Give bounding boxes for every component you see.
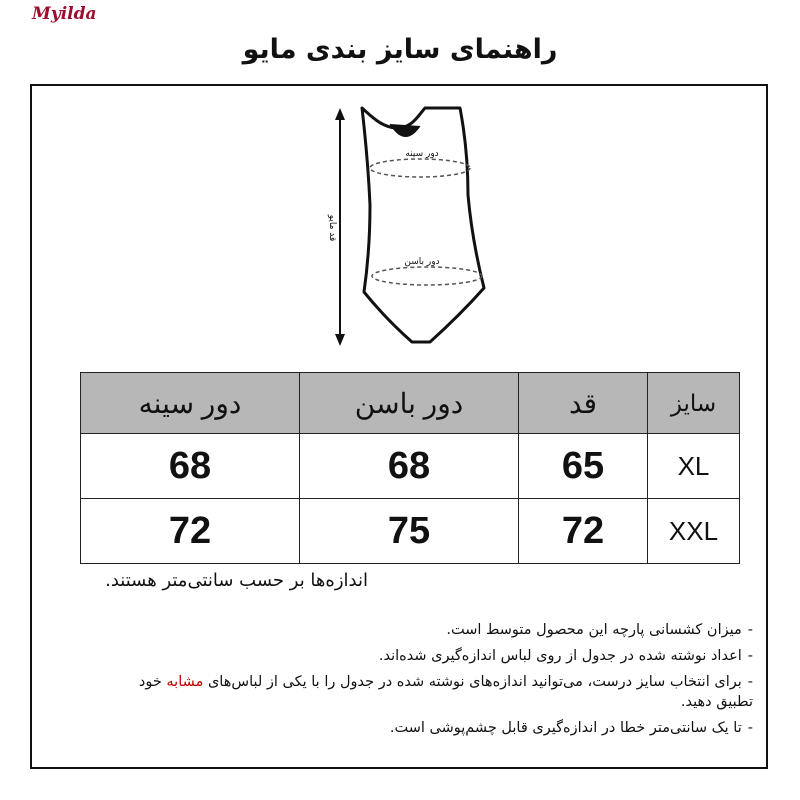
header-size: سایز bbox=[648, 373, 740, 434]
header-length: قد bbox=[519, 373, 648, 434]
swimsuit-outline-icon bbox=[362, 108, 484, 342]
table-row bbox=[81, 499, 740, 564]
cell-size: XL bbox=[648, 434, 740, 499]
cell-hip: 68 bbox=[300, 434, 519, 499]
bullet: - bbox=[747, 622, 753, 638]
cell-chest: 72 bbox=[81, 499, 300, 564]
size-table bbox=[80, 372, 740, 564]
page-title: راهنمای سایز بندی مایو bbox=[242, 34, 558, 65]
note-text: اعداد نوشته شده در جدول از روی لباس اندازه‌گیری شده‌اند. bbox=[378, 648, 742, 664]
list-item bbox=[130, 718, 753, 738]
table-row bbox=[81, 434, 740, 499]
list-item bbox=[130, 672, 753, 712]
cell-length: 65 bbox=[519, 434, 648, 499]
note-highlight: مشابه bbox=[166, 674, 204, 690]
arrow-down-icon bbox=[335, 334, 345, 346]
cell-length: 72 bbox=[519, 499, 648, 564]
list-item bbox=[130, 646, 753, 666]
swimsuit-diagram bbox=[300, 100, 510, 350]
bullet: - bbox=[747, 720, 753, 736]
units-note: اندازه‌ها بر حسب سانتی‌متر هستند. bbox=[105, 570, 368, 591]
note-text: خود تطبیق دهید. bbox=[138, 674, 753, 710]
cell-size: XXL bbox=[648, 499, 740, 564]
chest-label: دور سینه bbox=[405, 149, 439, 159]
list-item bbox=[130, 620, 753, 640]
header-hip: دور باسن bbox=[300, 373, 519, 434]
hip-label: دور باسن bbox=[404, 257, 440, 267]
length-label: قد مایو bbox=[327, 214, 337, 242]
note-text: میزان کشسانی پارچه این محصول متوسط است. bbox=[446, 622, 742, 638]
cell-hip: 75 bbox=[300, 499, 519, 564]
header-chest: دور سینه bbox=[81, 373, 300, 434]
table-header-row bbox=[81, 373, 740, 434]
bullet: - bbox=[747, 674, 753, 690]
arrow-up-icon bbox=[335, 108, 345, 120]
note-text: تا یک سانتی‌متر خطا در اندازه‌گیری قابل چشم‌پوشی است. bbox=[389, 720, 742, 736]
brand-logo: Myilda bbox=[32, 4, 97, 24]
cell-chest: 68 bbox=[81, 434, 300, 499]
bullet: - bbox=[747, 648, 753, 664]
notes-list bbox=[130, 620, 753, 744]
note-text: برای انتخاب سایز درست، می‌توانید اندازه‌های نوشته شده در جدول را با یکی از لباس‌های bbox=[207, 674, 742, 690]
